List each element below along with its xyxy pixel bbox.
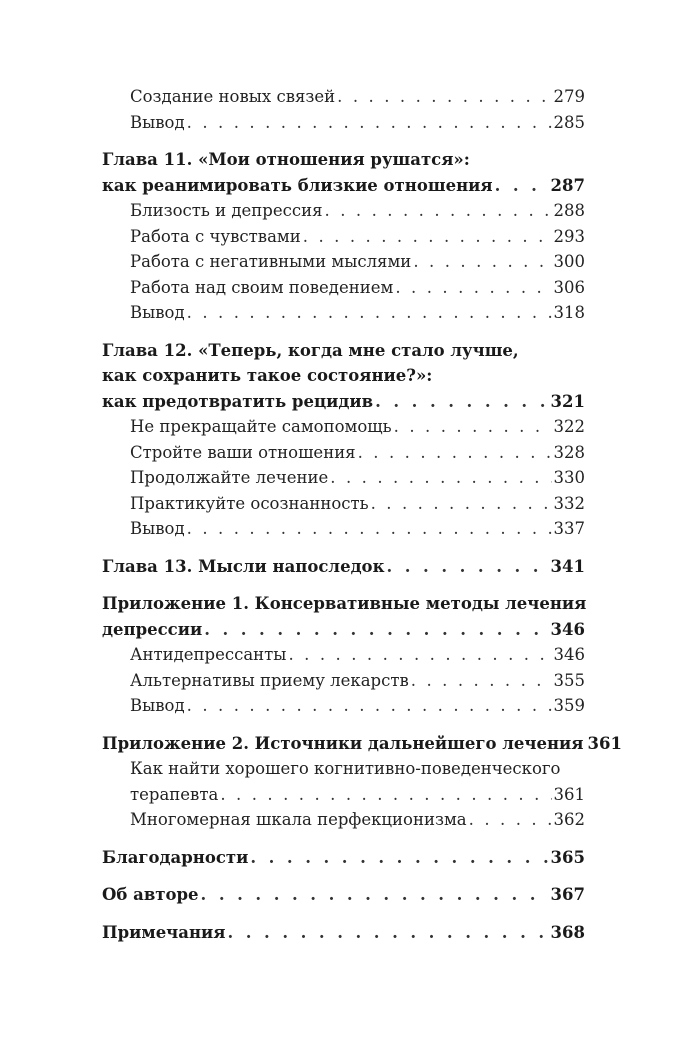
toc-title: Альтернативы приему лекарств	[130, 670, 409, 690]
page-number: 361	[587, 733, 622, 753]
toc-row	[102, 389, 585, 415]
page-number: 321	[550, 391, 585, 411]
toc-title: Практикуйте осознанность	[130, 493, 369, 513]
toc-title: как реанимировать близкие отношения	[102, 175, 493, 195]
toc-row	[102, 731, 622, 757]
toc-chapter-entry[interactable]	[102, 731, 622, 757]
dot-leader	[371, 491, 552, 517]
dot-leader	[288, 642, 551, 668]
page-number: 328	[553, 442, 585, 462]
toc-row	[130, 642, 585, 668]
toc-title: Об авторе	[102, 885, 199, 904]
toc-title-line: Глава 11. «Мои отношения рушатся»:	[102, 150, 470, 169]
toc-title: Вывод	[130, 303, 185, 322]
section-gap	[102, 542, 585, 554]
toc-row	[130, 465, 585, 491]
toc-row	[130, 110, 585, 136]
toc-title: терапевта	[130, 784, 219, 804]
toc-row	[130, 693, 585, 719]
toc-subentry[interactable]	[102, 465, 585, 491]
toc-title: Многомерная шкала перфекционизма	[130, 810, 467, 829]
toc-subentry[interactable]	[102, 693, 585, 719]
toc-row	[102, 920, 585, 946]
toc-subentry[interactable]	[102, 224, 585, 250]
toc-row	[130, 807, 585, 833]
toc-title: депрессии	[102, 619, 203, 639]
toc-title: Близость и депрессия	[130, 201, 323, 220]
dot-leader	[337, 84, 551, 110]
dot-leader	[394, 414, 552, 440]
toc-title: Работа с чувствами	[130, 226, 301, 246]
dot-leader	[250, 845, 548, 871]
page-number: 287	[550, 175, 585, 195]
page-number: 293	[553, 226, 585, 246]
toc-row	[102, 173, 585, 199]
dot-leader	[469, 807, 552, 833]
page-number: 300	[553, 252, 585, 271]
dot-leader	[227, 920, 548, 946]
section-gap	[102, 719, 585, 731]
toc-subentry[interactable]	[102, 668, 585, 694]
dot-leader	[395, 275, 551, 301]
toc-title: Не прекращайте самопомощь	[130, 417, 392, 436]
toc-chapter-entry[interactable]	[102, 338, 585, 415]
section-gap	[102, 579, 585, 591]
page-number: 318	[553, 303, 585, 322]
toc-subentry[interactable]	[102, 516, 585, 542]
page-number: 341	[550, 556, 585, 576]
toc-row	[102, 617, 585, 643]
toc-subentry[interactable]	[102, 110, 585, 136]
toc-title: Создание новых связей	[130, 87, 336, 106]
toc-title-line: Как найти хорошего когнитивно-поведенческого	[130, 759, 561, 778]
toc-title-line: как сохранить такое состояние?»:	[102, 366, 433, 385]
toc-row	[130, 249, 585, 275]
toc-title: Вывод	[130, 696, 185, 715]
toc-row	[130, 440, 585, 466]
toc-title: Примечания	[102, 922, 226, 942]
page-number: 330	[553, 468, 585, 487]
section-gap	[102, 326, 585, 338]
toc-row	[130, 516, 585, 542]
dot-leader	[187, 693, 552, 719]
toc-row	[102, 554, 585, 580]
toc-title: Вывод	[130, 519, 185, 538]
toc-subentry[interactable]	[102, 807, 585, 833]
toc-title: Вывод	[130, 112, 185, 132]
dot-leader	[187, 110, 552, 136]
toc-title: Работа с негативными мыслями	[130, 252, 412, 271]
page-number: 288	[553, 201, 585, 220]
dot-leader	[495, 173, 549, 199]
toc-title: Антидепрессанты	[130, 645, 287, 664]
dot-leader	[375, 389, 548, 415]
toc-subentry[interactable]	[102, 756, 585, 807]
toc-row	[102, 882, 585, 908]
section-gap	[102, 833, 585, 845]
page-number: 322	[553, 417, 585, 436]
toc-row	[130, 84, 585, 110]
page-number: 367	[550, 885, 585, 904]
page-number: 279	[553, 87, 585, 106]
toc-chapter-entry[interactable]	[102, 920, 585, 946]
section-gap	[102, 870, 585, 882]
toc-title: Продолжайте лечение	[130, 468, 329, 487]
page-number: 332	[553, 493, 585, 513]
page-number: 362	[553, 810, 585, 829]
dot-leader	[411, 668, 552, 694]
page-number: 368	[550, 922, 585, 942]
toc-row	[130, 224, 585, 250]
dot-leader	[303, 224, 552, 250]
toc-subentry[interactable]	[102, 491, 585, 517]
page-number: 361	[553, 784, 585, 804]
toc-chapter-entry[interactable]	[102, 882, 585, 908]
dot-leader	[220, 782, 551, 808]
dot-leader	[187, 516, 552, 542]
toc-title: Благодарности	[102, 847, 249, 867]
page-number: 355	[553, 670, 585, 690]
toc-title: Работа над своим поведением	[130, 277, 394, 297]
section-gap	[102, 135, 585, 147]
dot-leader	[386, 554, 548, 580]
toc-subentry[interactable]	[102, 198, 585, 224]
toc-title: Стройте ваши отношения	[130, 442, 356, 462]
toc-subentry[interactable]	[102, 275, 585, 301]
section-gap	[102, 908, 585, 920]
dot-leader	[358, 440, 552, 466]
page-number: 306	[553, 277, 585, 297]
toc-row	[130, 414, 585, 440]
toc-chapter-entry[interactable]	[102, 554, 585, 580]
page-number: 359	[553, 696, 585, 715]
toc-row	[130, 275, 585, 301]
toc-title: Приложение 2. Источники дальнейшего лечения	[102, 733, 584, 753]
page-number: 285	[553, 112, 585, 132]
dot-leader	[204, 617, 548, 643]
toc-subentry[interactable]	[102, 440, 585, 466]
dot-leader	[413, 249, 551, 275]
toc-subentry[interactable]	[102, 249, 585, 275]
toc-subentry[interactable]	[102, 642, 585, 668]
toc-row	[130, 198, 585, 224]
toc-title-line: Глава 12. «Теперь, когда мне стало лучше,	[102, 340, 519, 360]
dot-leader	[201, 882, 549, 908]
toc-chapter-entry[interactable]	[102, 591, 585, 642]
page-number: 346	[553, 645, 585, 664]
toc-row	[130, 300, 585, 326]
toc-title: как предотвратить рецидив	[102, 391, 374, 411]
toc-title-line: Приложение 1. Консервативные методы лечения	[102, 594, 587, 613]
table-of-contents	[102, 84, 622, 945]
page-number: 337	[553, 519, 585, 538]
toc-chapter-entry[interactable]	[102, 845, 585, 871]
toc-row	[130, 491, 585, 517]
toc-row	[102, 845, 585, 871]
toc-title: Глава 13. Мысли напоследок	[102, 556, 385, 576]
dot-leader	[187, 300, 552, 326]
toc-subentry[interactable]	[102, 84, 585, 110]
toc-row	[130, 782, 585, 808]
toc-row	[130, 668, 585, 694]
dot-leader	[325, 198, 552, 224]
page-number: 365	[550, 847, 585, 867]
dot-leader	[330, 465, 551, 491]
page-number: 346	[550, 619, 585, 639]
toc-subentry[interactable]	[102, 300, 585, 326]
toc-subentry[interactable]	[102, 414, 585, 440]
toc-chapter-entry[interactable]	[102, 147, 585, 198]
